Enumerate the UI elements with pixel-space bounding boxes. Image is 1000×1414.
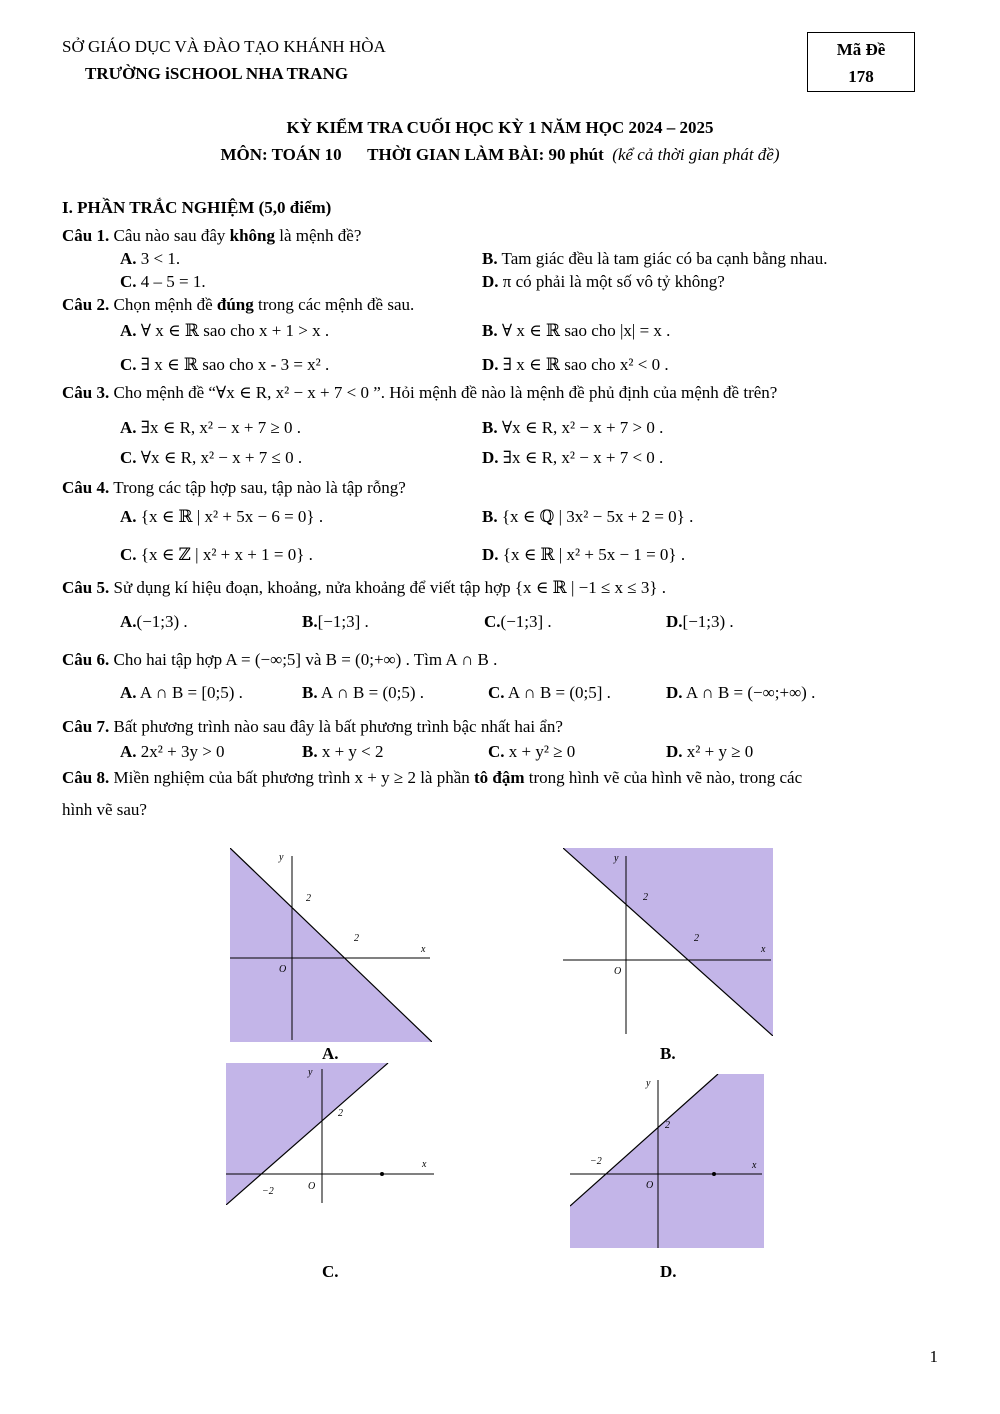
- question-text: Bất phương trình nào sau đây là bất phương trình bậc nhất hai ẩn?: [113, 717, 563, 736]
- option: C. ∀x ∈ R, x² − x + 7 ≤ 0 .: [120, 448, 303, 467]
- figure-c-point: [380, 1172, 384, 1176]
- question-4: [62, 478, 406, 498]
- question-number: Câu 5.: [62, 578, 110, 597]
- figure-a-x-label: x: [421, 944, 426, 955]
- question-number: Câu 7.: [62, 717, 110, 736]
- exam-code-label: Mã Đề: [836, 40, 886, 59]
- figure-b-origin: O: [614, 966, 622, 977]
- exam-subtitle: [0, 145, 1000, 165]
- question-number: Câu 3.: [62, 383, 110, 402]
- figure-c-y-label: y: [308, 1067, 313, 1078]
- option: B. ∀x ∈ R, x² − x + 7 > 0 .: [482, 418, 664, 437]
- option: A. 2x² + 3y > 0: [120, 742, 225, 761]
- option: A.(−1;3) .: [120, 612, 188, 631]
- option: A. {x ∈ ℝ | x² + 5x − 6 = 0} .: [120, 507, 324, 526]
- question-8-continued: hình vẽ sau?: [62, 800, 147, 819]
- question-text: trong các mệnh đề sau.: [253, 295, 415, 314]
- option: B. x + y < 2: [302, 742, 384, 761]
- option: B. ∀ x ∈ ℝ sao cho |x| = x .: [482, 321, 671, 340]
- figure-a-y-tick: 2: [306, 893, 311, 904]
- question-emphasis: không: [229, 226, 275, 245]
- figure-d-y-tick: 2: [665, 1120, 670, 1131]
- figure-d: [570, 1074, 766, 1250]
- figure-b-label: B.: [660, 1044, 676, 1063]
- figure-d-point: [712, 1172, 716, 1176]
- figure-d-origin: O: [646, 1180, 654, 1191]
- figure-c-y-tick: 2: [338, 1108, 343, 1119]
- option: B.[−1;3] .: [302, 612, 369, 631]
- option: D.[−1;3) .: [666, 612, 734, 631]
- question-5: [62, 578, 666, 598]
- figure-c: [226, 1063, 436, 1205]
- option: A. 3 < 1.: [120, 249, 181, 268]
- question-text: Miền nghiệm của bất phương trình x + y ≥ 2 là phần: [113, 768, 475, 787]
- question-number: Câu 6.: [62, 650, 110, 669]
- question-8: [62, 768, 802, 788]
- figure-a: [230, 848, 432, 1042]
- section-heading: I. PHẦN TRẮC NGHIỆM (5,0 điểm): [62, 198, 332, 217]
- option: C. {x ∈ ℤ | x² + x + 1 = 0} .: [120, 545, 313, 564]
- question-3: [62, 383, 777, 403]
- question-text: trong hình vẽ của hình vẽ nào, trong các: [524, 768, 803, 787]
- figure-b-x-tick: 2: [694, 933, 699, 944]
- figure-a-y-label: y: [279, 852, 284, 863]
- figure-b-y-tick: 2: [643, 892, 648, 903]
- exam-time: THỜI GIAN LÀM BÀI: 90 phút: [367, 145, 604, 164]
- question-number: Câu 2.: [62, 295, 110, 314]
- subject: MÔN: TOÁN 10: [220, 145, 342, 164]
- question-emphasis: đúng: [216, 295, 254, 314]
- figure-c-x-label: x: [422, 1159, 427, 1170]
- exam-code-value: 178: [848, 67, 874, 86]
- figure-b-y-label: y: [614, 853, 619, 864]
- figure-a-origin: O: [279, 964, 287, 975]
- option: D. ∃ x ∈ ℝ sao cho x² < 0 .: [482, 355, 669, 374]
- page-number: 1: [929, 1347, 938, 1366]
- option: D. π có phải là một số vô tỷ không?: [482, 272, 725, 291]
- question-text: Chọn mệnh đề: [113, 295, 217, 314]
- department-name: SỞ GIÁO DỤC VÀ ĐÀO TẠO KHÁNH HÒA: [62, 37, 386, 56]
- question-text: là mệnh đề?: [275, 226, 362, 245]
- question-text: Trong các tập hợp sau, tập nào là tập rỗng?: [113, 478, 406, 497]
- exam-title: KỲ KIỂM TRA CUỐI HỌC KỲ 1 NĂM HỌC 2024 – 2025: [286, 118, 714, 137]
- question-emphasis: tô đậm: [474, 768, 525, 787]
- option: A. ∀ x ∈ ℝ sao cho x + 1 > x .: [120, 321, 330, 340]
- question-text: Sử dụng kí hiệu đoạn, khoảng, nửa khoảng để viết tập hợp {x ∈ ℝ | −1 ≤ x ≤ 3} .: [113, 578, 667, 597]
- option: C. 4 – 5 = 1.: [120, 272, 206, 291]
- figure-d-y-label: y: [646, 1078, 651, 1089]
- question-text: Cho mệnh đề “∀x ∈ R, x² − x + 7 < 0 ”. Hỏi mệnh đề nào là mệnh đề phủ định của mệnh đề trên?: [113, 383, 778, 402]
- option: B. A ∩ B = (0;5) .: [302, 683, 424, 702]
- figure-c-label: C.: [322, 1262, 339, 1281]
- time-note: (kể cả thời gian phát đề): [612, 145, 780, 164]
- question-6: [62, 650, 497, 670]
- question-text: Câu nào sau đây: [113, 226, 230, 245]
- option: B. {x ∈ ℚ | 3x² − 5x + 2 = 0} .: [482, 507, 694, 526]
- option: D. x² + y ≥ 0: [666, 742, 754, 761]
- option: D. {x ∈ ℝ | x² + 5x − 1 = 0} .: [482, 545, 686, 564]
- question-7: [62, 717, 563, 737]
- option: C. ∃ x ∈ ℝ sao cho x - 3 = x² .: [120, 355, 330, 374]
- option: A. ∃x ∈ R, x² − x + 7 ≥ 0 .: [120, 418, 302, 437]
- option: D. ∃x ∈ R, x² − x + 7 < 0 .: [482, 448, 664, 467]
- question-number: Câu 8.: [62, 768, 110, 787]
- option: D. A ∩ B = (−∞;+∞) .: [666, 683, 816, 702]
- figure-c-x-tick: −2: [262, 1186, 274, 1197]
- option: B. Tam giác đều là tam giác có ba cạnh bằng nhau.: [482, 249, 828, 268]
- question-number: Câu 1.: [62, 226, 110, 245]
- option: C.(−1;3] .: [484, 612, 552, 631]
- exam-code-box: [807, 32, 915, 92]
- school-name: TRƯỜNG iSCHOOL NHA TRANG: [85, 64, 349, 83]
- option: C. A ∩ B = (0;5] .: [488, 683, 611, 702]
- figure-d-label: D.: [660, 1262, 677, 1281]
- figure-d-x-tick: −2: [590, 1156, 602, 1167]
- option: C. x + y² ≥ 0: [488, 742, 576, 761]
- option: A. A ∩ B = [0;5) .: [120, 683, 243, 702]
- figure-a-label: A.: [322, 1044, 339, 1063]
- figure-c-origin: O: [308, 1181, 316, 1192]
- question-1: [62, 226, 361, 246]
- figure-d-x-label: x: [752, 1160, 757, 1171]
- figure-a-x-tick: 2: [354, 933, 359, 944]
- figure-b-x-label: x: [761, 944, 766, 955]
- question-2: [62, 295, 414, 315]
- figure-b: [563, 848, 773, 1036]
- question-text: Cho hai tập hợp A = (−∞;5] và B = (0;+∞) . Tìm A ∩ B .: [113, 650, 498, 669]
- question-number: Câu 4.: [62, 478, 110, 497]
